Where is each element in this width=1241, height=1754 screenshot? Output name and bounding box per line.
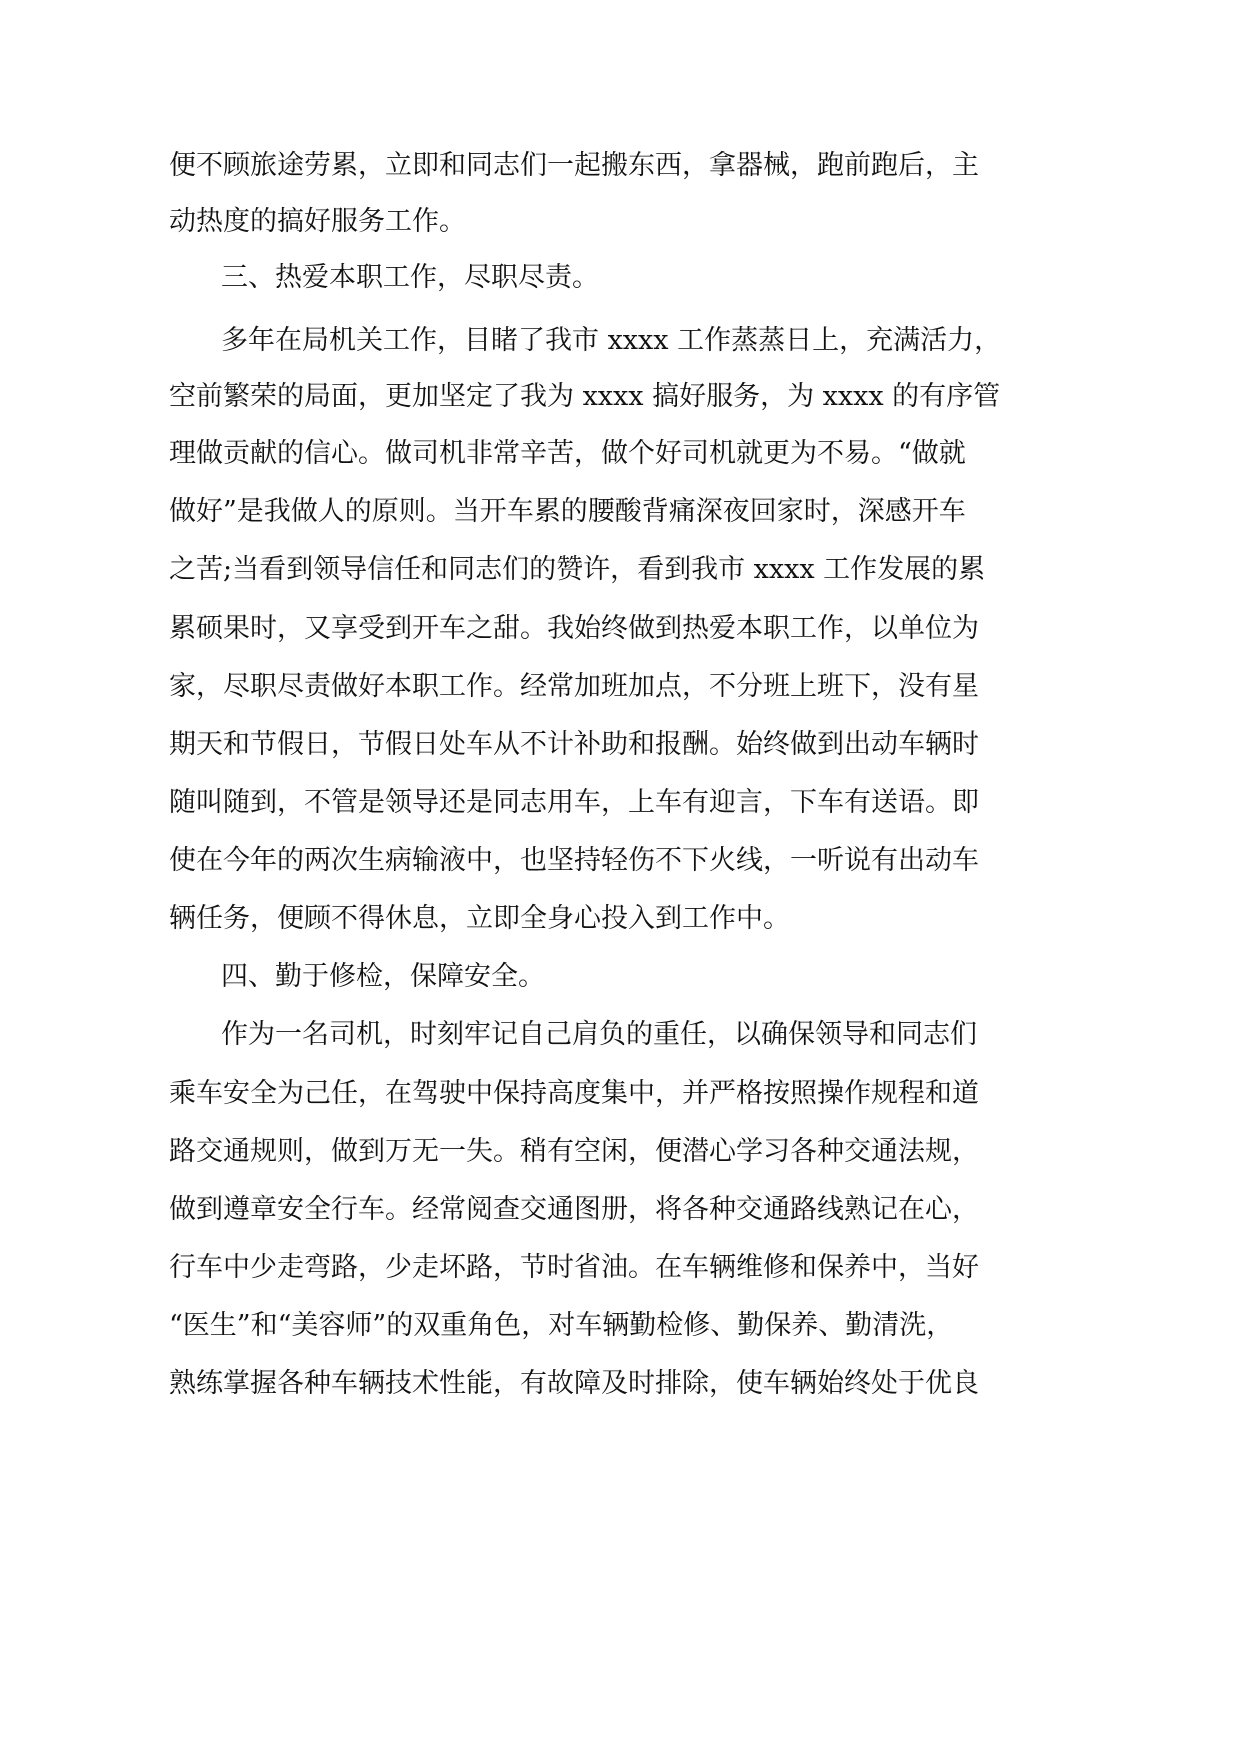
text-line: 随叫随到，不管是领导还是同志用车，上车有迎言，下车有送语。即	[169, 787, 979, 818]
text-line: 家，尽职尽责做好本职工作。经常加班加点，不分班上班下，没有星	[169, 671, 979, 702]
text-line: 做好”是我做人的原则。当开车累的腰酸背痛深夜回家时，深感开车	[169, 496, 966, 527]
text-line: 作为一名司机，时刻牢记自己肩负的重任，以确保领导和同志们	[221, 1019, 977, 1050]
text-line: 空前繁荣的局面，更加坚定了我为 xxxx 搞好服务，为 xxxx 的有序管	[169, 381, 1001, 412]
section-heading: 四、勤于修检，保障安全。	[221, 961, 545, 992]
text-line: 做到遵章安全行车。经常阅查交通图册，将各种交通路线熟记在心，	[169, 1194, 979, 1225]
text-line: 辆任务，便顾不得休息，立即全身心投入到工作中。	[169, 903, 790, 934]
text-line: 行车中少走弯路，少走坏路，节时省油。在车辆维修和保养中，当好	[169, 1252, 979, 1283]
text-line: 累硕果时，又享受到开车之甜。我始终做到热爱本职工作，以单位为	[169, 613, 979, 644]
text-line: 路交通规则，做到万无一失。稍有空闲，便潜心学习各种交通法规，	[169, 1136, 979, 1167]
text-line: 理做贡献的信心。做司机非常辛苦，做个好司机就更为不易。“做就	[169, 438, 966, 469]
text-line: 之苦;当看到领导信任和同志们的赞许，看到我市 xxxx 工作发展的累	[169, 554, 986, 585]
section-heading: 三、热爱本职工作，尽职尽责。	[221, 262, 599, 293]
text-line: 乘车安全为己任，在驾驶中保持高度集中，并严格按照操作规程和道	[169, 1078, 979, 1109]
text-line: 便不顾旅途劳累，立即和同志们一起搬东西，拿器械，跑前跑后，主	[169, 150, 979, 181]
text-line: 多年在局机关工作，目睹了我市 xxxx 工作蒸蒸日上，充满活力，	[221, 325, 1002, 356]
text-line: 动热度的搞好服务工作。	[169, 206, 466, 237]
text-line: 使在今年的两次生病输液中，也坚持轻伤不下火线，一听说有出动车	[169, 845, 979, 876]
text-line: “医生”和“美容师”的双重角色，对车辆勤检修、勤保养、勤清洗，	[169, 1310, 954, 1341]
text-line: 熟练掌握各种车辆技术性能，有故障及时排除，使车辆始终处于优良	[169, 1368, 979, 1399]
text-line: 期天和节假日，节假日处车从不计补助和报酬。始终做到出动车辆时	[169, 729, 979, 760]
